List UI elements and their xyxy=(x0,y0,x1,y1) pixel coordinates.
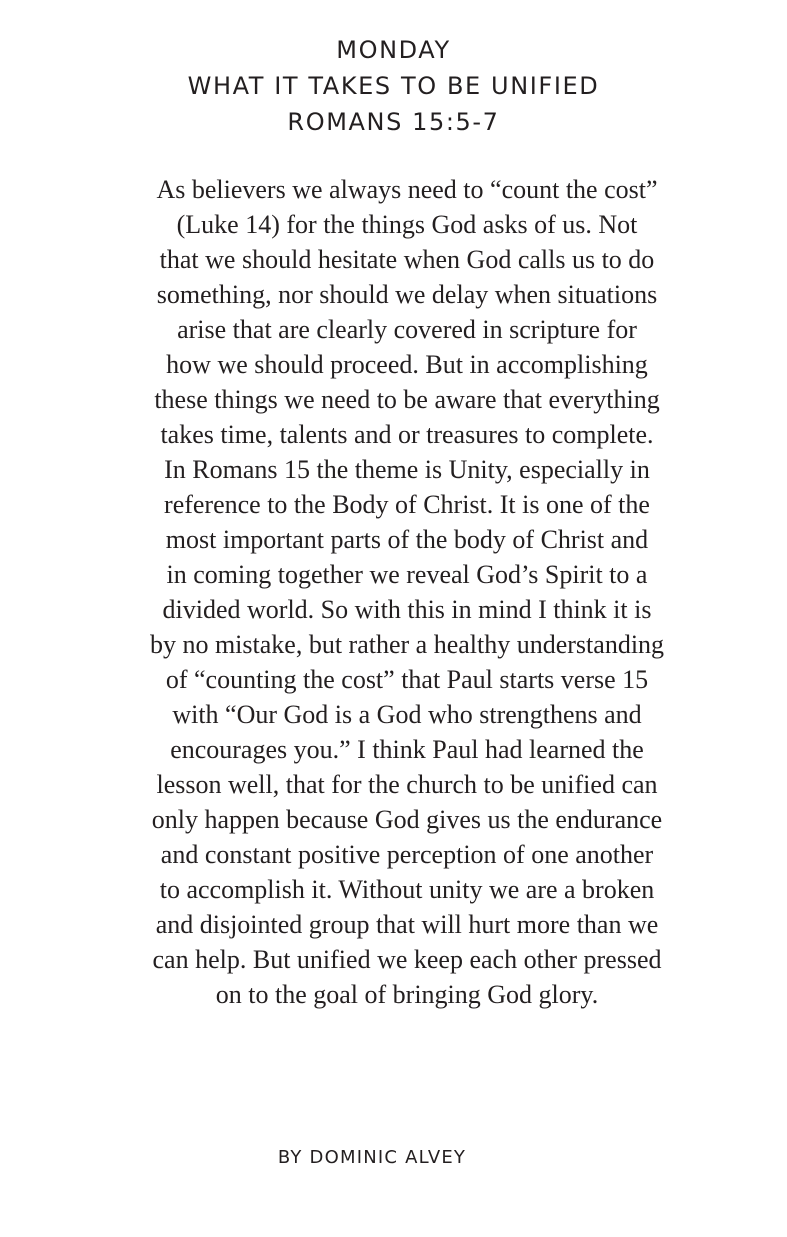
heading-block xyxy=(0,32,787,140)
body-line: these things we need to be aware that everything xyxy=(154,385,660,414)
body-line: arise that are clearly covered in scripture for xyxy=(177,315,637,344)
body-line: lesson well, that for the church to be unified can xyxy=(156,770,658,799)
body-line: that we should hesitate when God calls us to do xyxy=(159,245,655,274)
body-line: As believers we always need to “count the cost” xyxy=(156,175,658,204)
body-line: and disjointed group that will hurt more than we xyxy=(155,910,659,939)
body-line: divided world. So with this in mind I think it is xyxy=(162,595,652,624)
day-heading: MONDAY xyxy=(336,36,451,64)
body-line: only happen because God gives us the endurance xyxy=(151,805,663,834)
scripture-reference: ROMANS 15:5-7 xyxy=(287,108,500,136)
body-line: with “Our God is a God who strengthens and xyxy=(172,700,642,729)
page-title: WHAT IT TAKES TO BE UNIFIED xyxy=(187,72,600,100)
body-line: something, nor should we delay when situations xyxy=(156,280,658,309)
body-line: how we should proceed. But in accomplishing xyxy=(166,350,648,379)
body-line: of “counting the cost” that Paul starts verse 15 xyxy=(165,665,649,694)
body-line: by no mistake, but rather a healthy understanding xyxy=(149,630,665,659)
body-line: can help. But unified we keep each other pressed xyxy=(152,945,662,974)
body-line: most important parts of the body of Christ and xyxy=(165,525,649,554)
body-line: In Romans 15 the theme is Unity, especially in xyxy=(164,455,650,484)
body-line: encourages you.” I think Paul had learned the xyxy=(170,735,644,764)
body-line: on to the goal of bringing God glory. xyxy=(215,980,599,1009)
body-line: (Luke 14) for the things God asks of us. Not xyxy=(176,210,638,239)
author-byline: BY DOMINIC ALVEY xyxy=(277,1147,467,1168)
body-line: and constant positive perception of one another xyxy=(160,840,654,869)
body-line: reference to the Body of Christ. It is one of the xyxy=(164,490,650,519)
devotional-body xyxy=(103,172,711,1012)
body-line: to accomplish it. Without unity we are a broken xyxy=(159,875,655,904)
body-line: in coming together we reveal God’s Spirit to a xyxy=(166,560,648,589)
body-line: takes time, talents and or treasures to complete. xyxy=(160,420,654,449)
